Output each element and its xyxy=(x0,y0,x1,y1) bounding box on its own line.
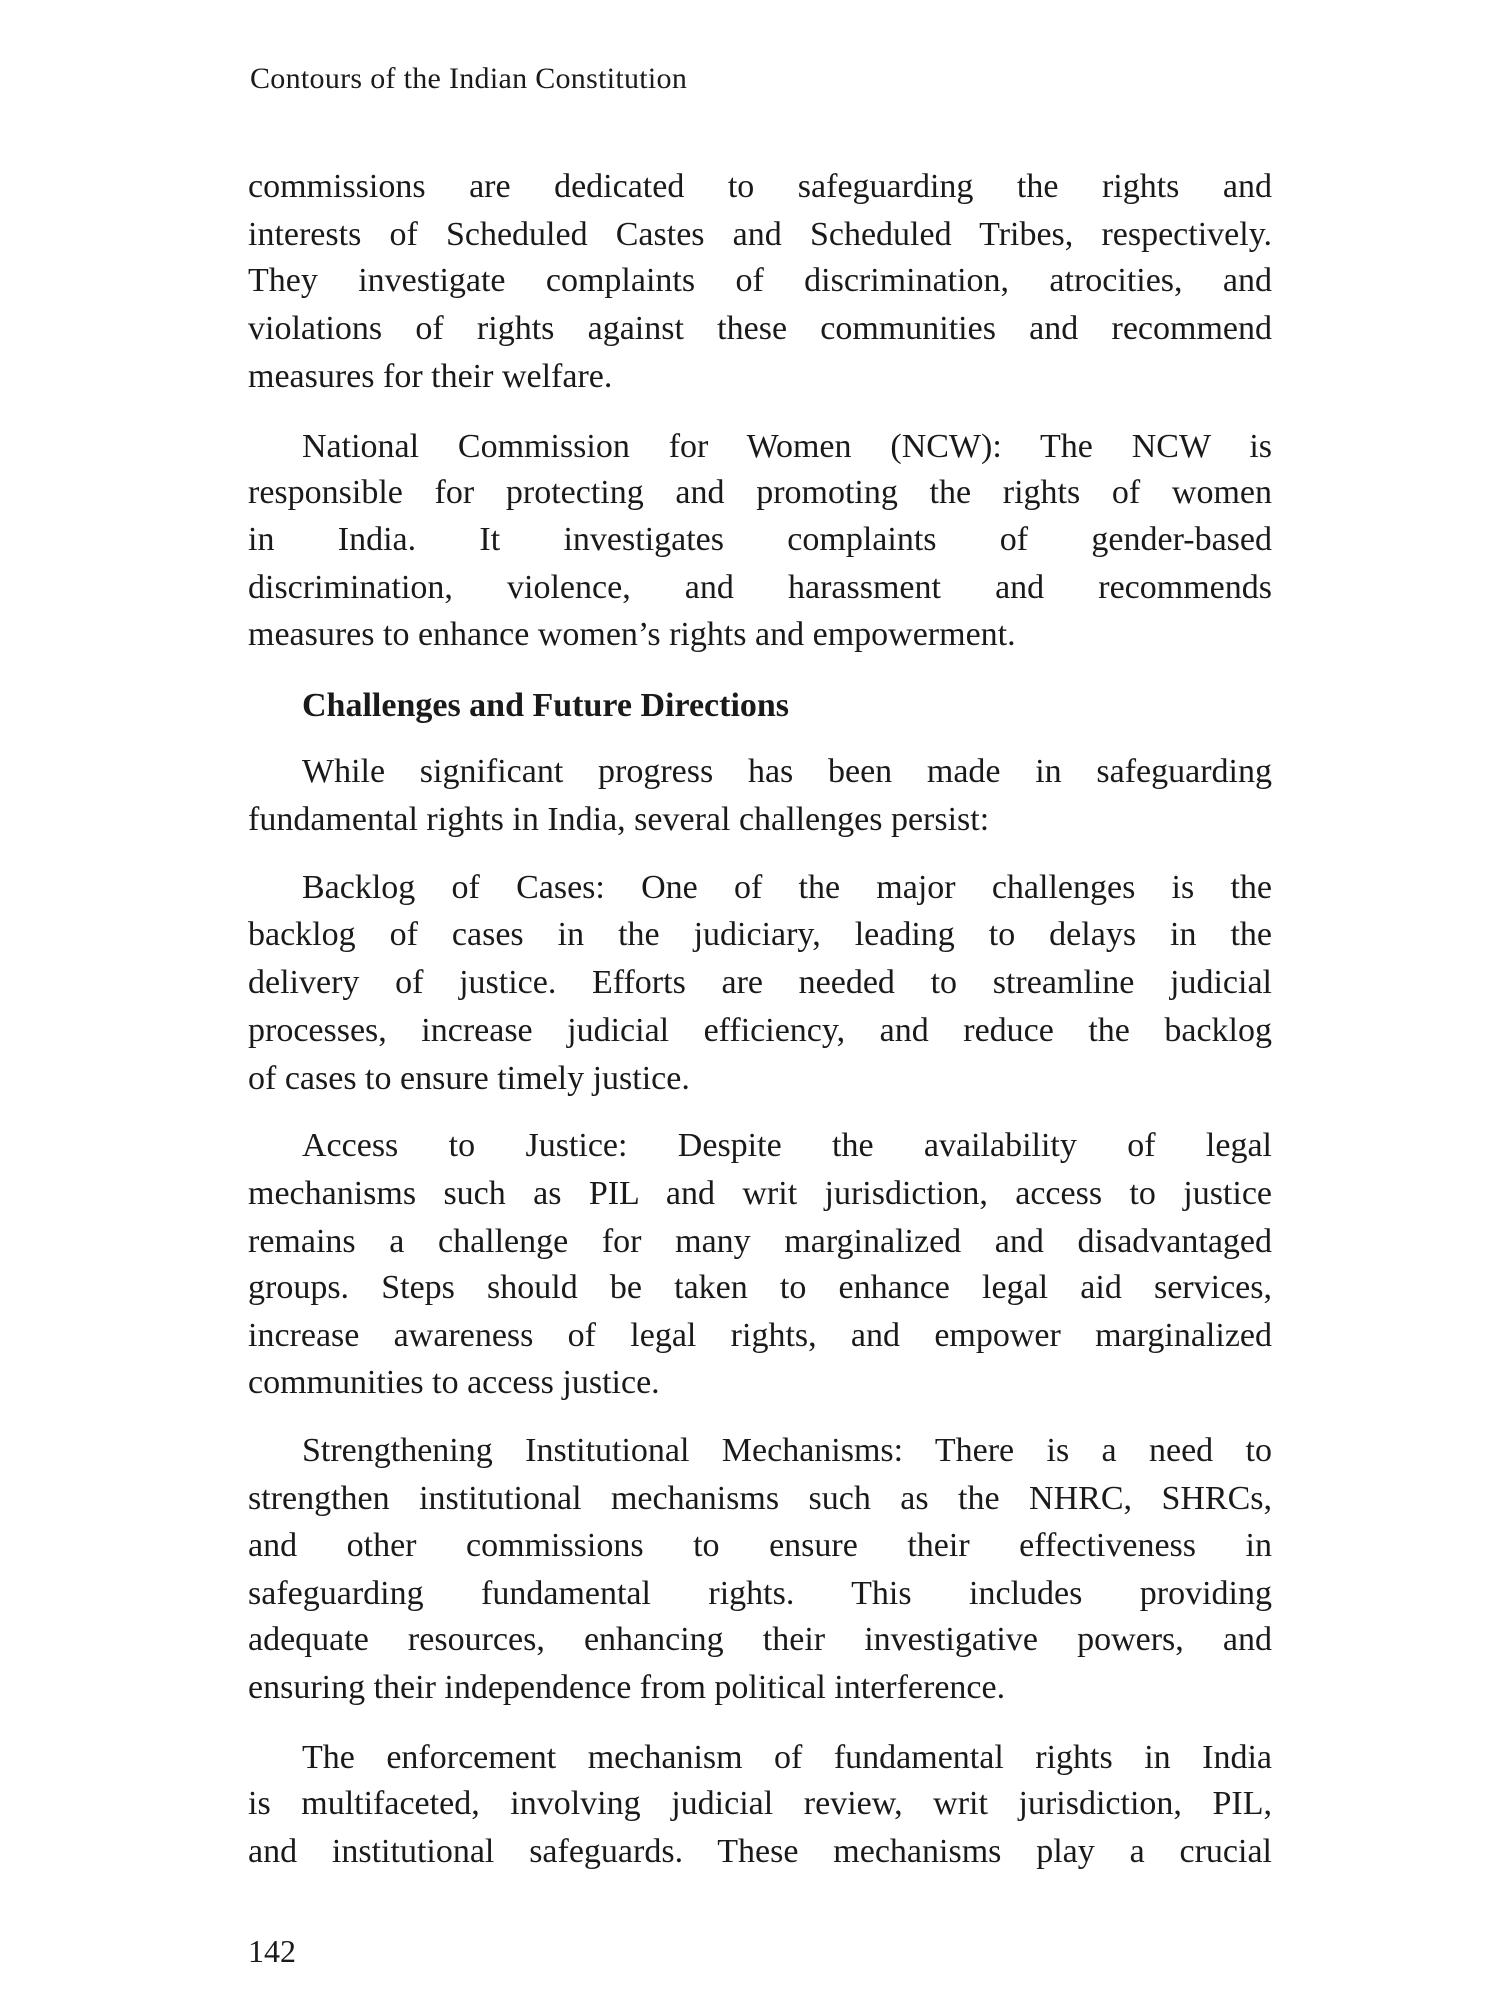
text-line: Backlog of Cases: One of the major challenges is the xyxy=(302,869,1272,906)
text-line: adequate resources, enhancing their investigative powers, and xyxy=(248,1621,1272,1658)
text-line: mechanisms such as PIL and writ jurisdiction, access to justice xyxy=(248,1175,1272,1212)
text-line: measures for their welfare. xyxy=(248,358,613,395)
text-line: commissions are dedicated to safeguarding the rights and xyxy=(248,168,1272,205)
text-line: They investigate complaints of discrimination, atrocities, and xyxy=(248,262,1272,299)
text-line: Access to Justice: Despite the availability of legal xyxy=(302,1127,1272,1164)
text-line: remains a challenge for many marginalized and disadvantaged xyxy=(248,1223,1272,1260)
text-line: interests of Scheduled Castes and Scheduled Tribes, respectively. xyxy=(248,216,1272,253)
text-line: discrimination, violence, and harassment and recommends xyxy=(248,569,1272,606)
text-line: National Commission for Women (NCW): The NCW is xyxy=(302,428,1272,465)
text-line: backlog of cases in the judiciary, leading to delays in the xyxy=(248,916,1272,953)
text-line: violations of rights against these communities and recommend xyxy=(248,310,1272,347)
text-line: and other commissions to ensure their effectiveness in xyxy=(248,1527,1272,1564)
text-line: While significant progress has been made in safeguarding xyxy=(302,753,1272,790)
text-line: fundamental rights in India, several challenges persist: xyxy=(248,801,990,838)
text-line: increase awareness of legal rights, and empower marginalized xyxy=(248,1317,1272,1354)
section-heading: Challenges and Future Directions xyxy=(302,687,790,724)
text-line: groups. Steps should be taken to enhance legal aid services, xyxy=(248,1269,1272,1306)
text-line: in India. It investigates complaints of gender-based xyxy=(248,521,1272,558)
text-line: processes, increase judicial efficiency, and reduce the backlog xyxy=(248,1012,1272,1049)
text-line: responsible for protecting and promoting the rights of women xyxy=(248,474,1272,511)
text-line: measures to enhance women’s rights and empowerment. xyxy=(248,616,1016,653)
text-line: is multifaceted, involving judicial review, writ jurisdiction, PIL, xyxy=(248,1785,1272,1822)
text-line: Strengthening Institutional Mechanisms: There is a need to xyxy=(302,1432,1272,1469)
text-line: ensuring their independence from political interference. xyxy=(248,1669,1006,1706)
page-number: 142 xyxy=(248,1933,296,1969)
text-line: The enforcement mechanism of fundamental rights in India xyxy=(302,1739,1272,1776)
running-head-title: Contours of the Indian Constitution xyxy=(250,62,688,95)
text-line: delivery of justice. Efforts are needed to streamline judicial xyxy=(248,964,1272,1001)
text-line: of cases to ensure timely justice. xyxy=(248,1060,690,1097)
text-line: and institutional safeguards. These mechanisms play a crucial xyxy=(248,1833,1272,1870)
text-line: communities to access justice. xyxy=(248,1364,660,1401)
text-line: safeguarding fundamental rights. This includes providing xyxy=(248,1575,1272,1612)
text-line: strengthen institutional mechanisms such as the NHRC, SHRCs, xyxy=(248,1480,1272,1517)
